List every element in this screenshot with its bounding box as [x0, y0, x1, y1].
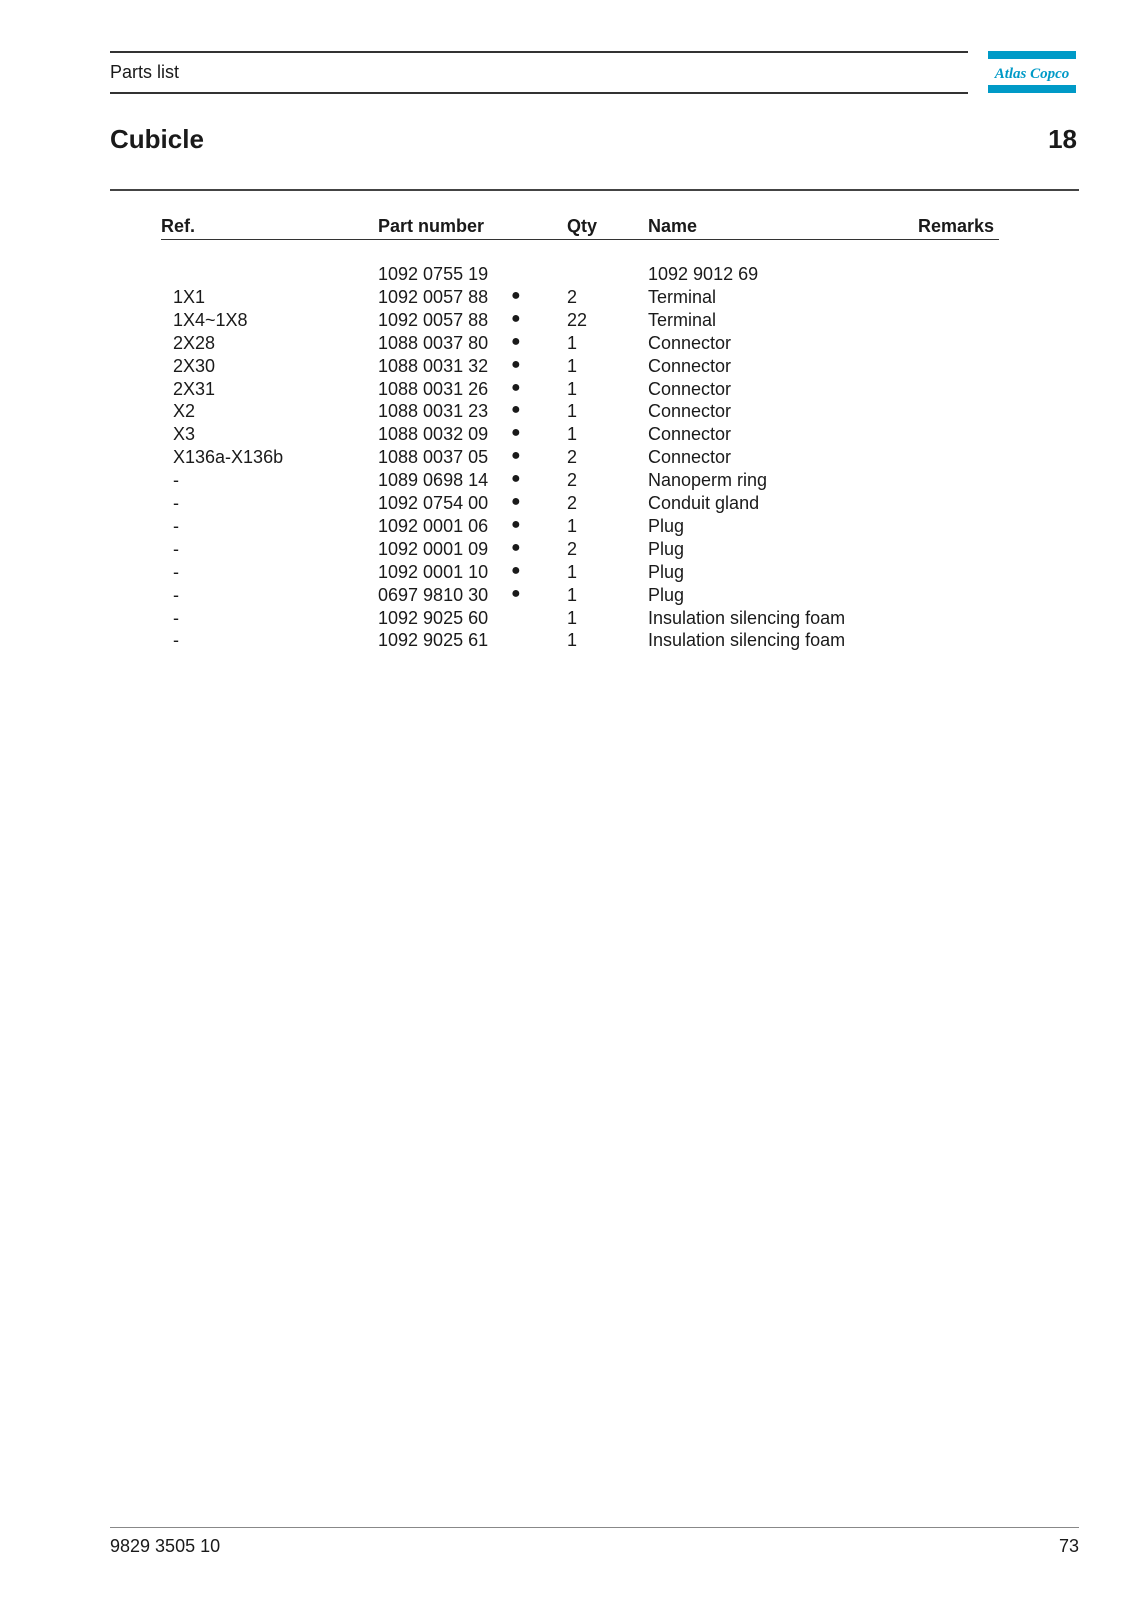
table-row	[0, 333, 1131, 356]
cell-ref: X3	[173, 424, 196, 445]
document-number: 9829 3505 10	[110, 1536, 221, 1556]
cell-name: Connector	[648, 378, 732, 399]
cell-part-number: 1088 0031 26	[378, 378, 489, 399]
cell-qty: 1	[567, 401, 578, 422]
bullet-icon: ●	[511, 424, 521, 442]
cell-ref: -	[173, 607, 179, 628]
cell-qty: 2	[567, 447, 578, 468]
cell-ref: -	[173, 584, 179, 605]
cell-qty: 1	[567, 515, 578, 536]
table-row	[0, 447, 1131, 470]
table-row	[0, 470, 1131, 493]
cell-name: Plug	[648, 515, 685, 536]
bullet-icon: ●	[511, 355, 521, 373]
page-title: Cubicle	[110, 124, 204, 154]
cell-qty: 2	[567, 470, 578, 491]
cell-part-number: 1092 0057 88	[378, 286, 489, 307]
cell-name: Terminal	[648, 309, 717, 330]
cell-part-number: 1088 0031 32	[378, 355, 489, 376]
table-row	[0, 424, 1131, 447]
column-header-part-number: Part number	[378, 216, 485, 236]
table-row	[0, 401, 1131, 424]
cell-ref: 1X4~1X8	[173, 309, 248, 330]
table-row	[0, 310, 1131, 333]
logo-text: Atlas Copco	[994, 66, 1070, 82]
cell-ref: -	[173, 493, 179, 513]
cell-name: Plug	[648, 538, 685, 559]
cell-ref: X2	[173, 401, 196, 422]
table-row	[0, 379, 1131, 402]
column-header-name: Name	[648, 216, 698, 236]
cell-name: Plug	[648, 561, 685, 582]
cell-part-number: 0697 9810 30	[378, 584, 489, 605]
cell-ref: 1X1	[173, 286, 206, 307]
cell-part-number: 1088 0037 05	[378, 447, 489, 468]
section-number: 18	[1048, 124, 1077, 154]
table-row	[0, 287, 1131, 310]
bullet-icon: ●	[511, 378, 521, 396]
cell-qty: 2	[567, 493, 578, 513]
page-number: 73	[1058, 1536, 1079, 1556]
bullet-icon: ●	[511, 584, 521, 602]
cell-name: Connector	[648, 401, 732, 422]
column-header-remarks: Remarks	[918, 216, 995, 236]
cell-ref: -	[173, 538, 179, 559]
table-header-rule	[161, 239, 999, 240]
cell-part-number: 1092 0001 10	[378, 561, 489, 582]
cell-ref: -	[173, 561, 179, 582]
cell-part-number: 1092 0001 06	[378, 515, 489, 536]
cell-ref: 2X31	[173, 378, 216, 399]
cell-qty: 1	[567, 561, 578, 582]
cell-qty: 1	[567, 332, 578, 353]
cell-name: Nanoperm ring	[648, 470, 768, 491]
cell-name: Connector	[648, 355, 732, 376]
cell-name: 1092 9012 69	[648, 264, 759, 284]
bullet-icon: ●	[511, 286, 521, 304]
bullet-icon: ●	[511, 332, 521, 350]
table-row	[0, 516, 1131, 539]
cell-part-number: 1088 0037 80	[378, 332, 489, 353]
cell-part-number: 1092 0755 19	[378, 264, 489, 284]
cell-name: Insulation silencing foam	[648, 607, 846, 628]
cell-part-number: 1092 0754 00	[378, 493, 489, 513]
cell-part-number: 1088 0031 23	[378, 401, 489, 422]
table-row	[0, 630, 1131, 653]
column-header-qty: Qty	[567, 216, 598, 236]
cell-qty: 1	[567, 607, 578, 628]
cell-part-number: 1092 9025 60	[378, 607, 489, 628]
cell-part-number: 1088 0032 09	[378, 424, 489, 445]
cell-part-number: 1092 0057 88	[378, 309, 489, 330]
footer-rule	[110, 1527, 1079, 1528]
cell-ref: 2X30	[173, 355, 216, 376]
cell-ref: X136a-X136b	[173, 447, 284, 468]
cell-qty: 22	[567, 309, 588, 330]
table-row	[0, 264, 1131, 287]
cell-name: Connector	[648, 447, 732, 468]
cell-ref: -	[173, 515, 179, 536]
table-row	[0, 608, 1131, 631]
table-row	[0, 562, 1131, 585]
cell-qty: 1	[567, 584, 578, 605]
bullet-icon: ●	[511, 309, 521, 327]
cell-qty: 1	[567, 378, 578, 399]
cell-qty: 2	[567, 538, 578, 559]
table-row	[0, 356, 1131, 379]
bullet-icon: ●	[511, 493, 521, 510]
table-row	[0, 493, 1131, 516]
cell-ref: 2X28	[173, 332, 216, 353]
bullet-icon: ●	[511, 447, 521, 465]
cell-name: Plug	[648, 584, 685, 605]
table-row	[0, 585, 1131, 608]
cell-qty: 1	[567, 355, 578, 376]
cell-part-number: 1089 0698 14	[378, 470, 489, 491]
cell-name: Terminal	[648, 286, 717, 307]
bullet-icon: ●	[511, 561, 521, 579]
bullet-icon: ●	[511, 470, 521, 488]
title-rule	[110, 189, 1079, 191]
cell-part-number: 1092 9025 61	[378, 630, 489, 651]
cell-qty: 1	[567, 630, 578, 651]
cell-qty: 1	[567, 424, 578, 445]
cell-name: Insulation silencing foam	[648, 630, 846, 651]
cell-qty: 2	[567, 286, 578, 307]
cell-ref: -	[173, 630, 179, 651]
cell-ref: -	[173, 470, 179, 491]
header-section-label: Parts list	[110, 62, 180, 82]
bullet-icon: ●	[511, 538, 521, 556]
cell-name: Connector	[648, 332, 732, 353]
cell-name: Conduit gland	[648, 493, 760, 513]
bullet-icon: ●	[511, 401, 521, 419]
bullet-icon: ●	[511, 515, 521, 533]
table-row	[0, 539, 1131, 562]
atlas-copco-logo	[988, 51, 1076, 93]
cell-part-number: 1092 0001 09	[378, 538, 489, 559]
header-bottom-rule	[110, 92, 968, 94]
column-header-ref: Ref.	[161, 216, 196, 236]
cell-name: Connector	[648, 424, 732, 445]
header-top-rule	[110, 51, 968, 53]
